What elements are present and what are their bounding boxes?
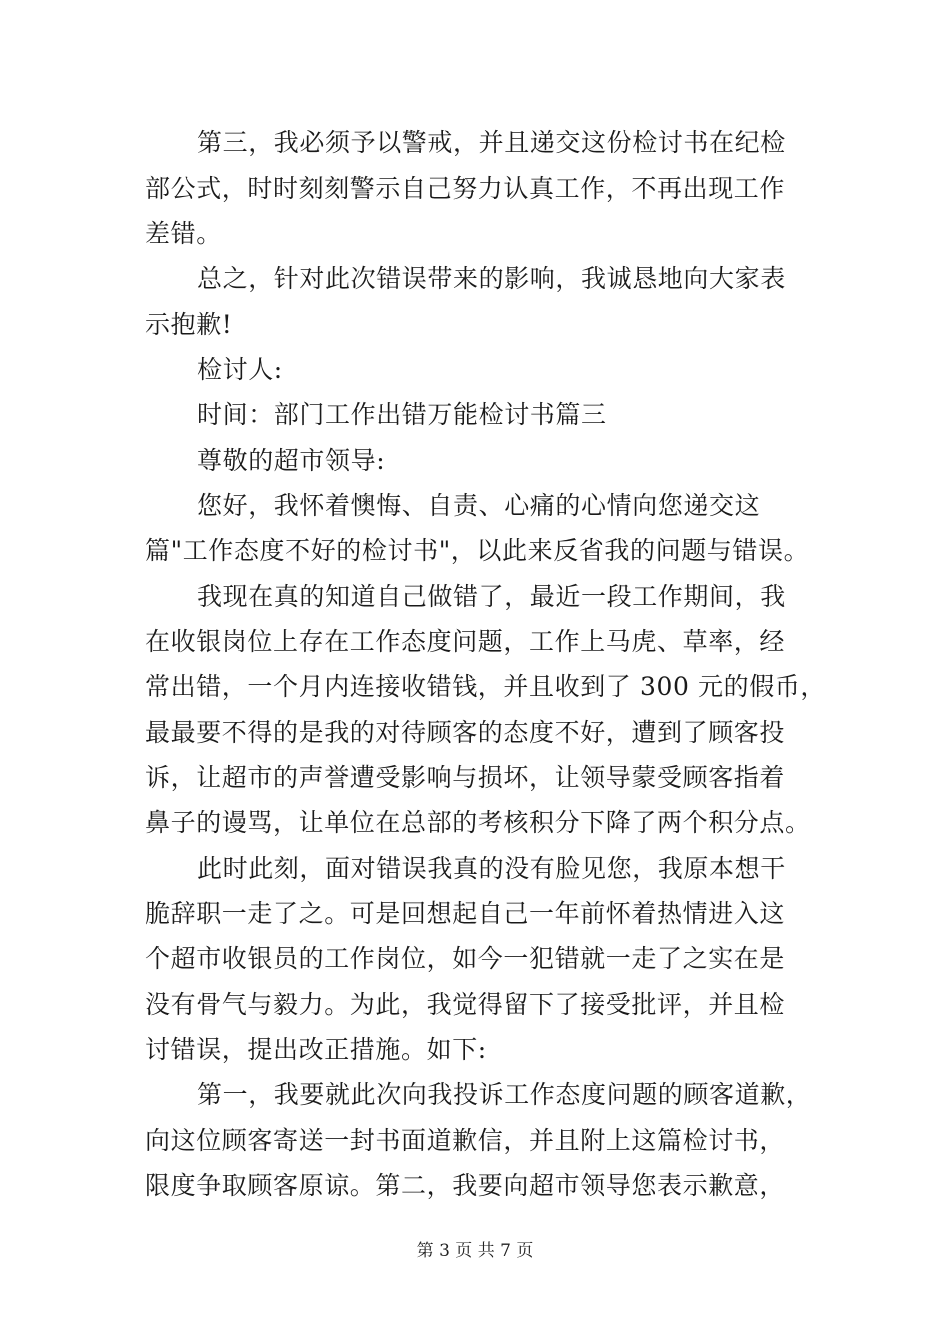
text-line: 第三，我必须予以警戒，并且递交这份检讨书在纪检 <box>197 128 786 157</box>
text-line: 在收银岗位上存在工作态度问题，工作上马虎、草率，经 <box>145 627 786 656</box>
text-line: 脆辞职一走了之。可是回想起自己一年前怀着热情进入这 <box>145 899 786 928</box>
text-line: 鼻子的谩骂，让单位在总部的考核积分下降了两个积分点。 <box>145 808 811 837</box>
text-line: 最最要不得的是我的对待顾客的态度不好，遭到了顾客投 <box>145 718 786 747</box>
text-line: 第一，我要就此次向我投诉工作态度问题的顾客道歉， <box>197 1080 812 1109</box>
text-line: 此时此刻，面对错误我真的没有脸见您，我原本想干 <box>197 854 786 883</box>
text-line: 诉，让超市的声誉遭受影响与损坏，让领导蒙受顾客指着 <box>145 763 786 792</box>
text-line: 尊敬的超市领导: <box>197 446 386 475</box>
text-line: 部公式，时时刻刻警示自己努力认真工作，不再出现工作 <box>145 174 786 203</box>
page-number-footer: 第 3 页 共 7 页 <box>416 1241 534 1261</box>
text-line: 总之，针对此次错误带来的影响，我诚恳地向大家表 <box>197 264 786 293</box>
text-line: 个超市收银员的工作岗位，如今一犯错就一走了之实在是 <box>145 944 786 973</box>
text-line: 示抱歉! <box>145 310 233 339</box>
text-line: 没有骨气与毅力。为此，我觉得留下了接受批评，并且检 <box>145 990 786 1019</box>
text-line: 限度争取顾客原谅。第二，我要向超市领导您表示歉意， <box>145 1171 786 1200</box>
text-line: 我现在真的知道自己做错了，最近一段工作期间，我 <box>197 582 786 611</box>
text-line: 常出错，一个月内连接收错钱，并且收到了 300 元的假币， <box>145 672 827 701</box>
text-line: 篇"工作态度不好的检讨书"，以此来反省我的问题与错误。 <box>145 536 810 565</box>
text-line: 您好，我怀着懊悔、自责、心痛的心情向您递交这 <box>197 491 761 520</box>
text-line: 差错。 <box>145 219 222 248</box>
text-line: 时间：部门工作出错万能检讨书篇三 <box>197 400 607 429</box>
text-line: 讨错误，提出改正措施。如下: <box>145 1035 487 1064</box>
text-line: 检讨人: <box>197 355 283 384</box>
text-line: 向这位顾客寄送一封书面道歉信，并且附上这篇检讨书， <box>145 1126 786 1155</box>
